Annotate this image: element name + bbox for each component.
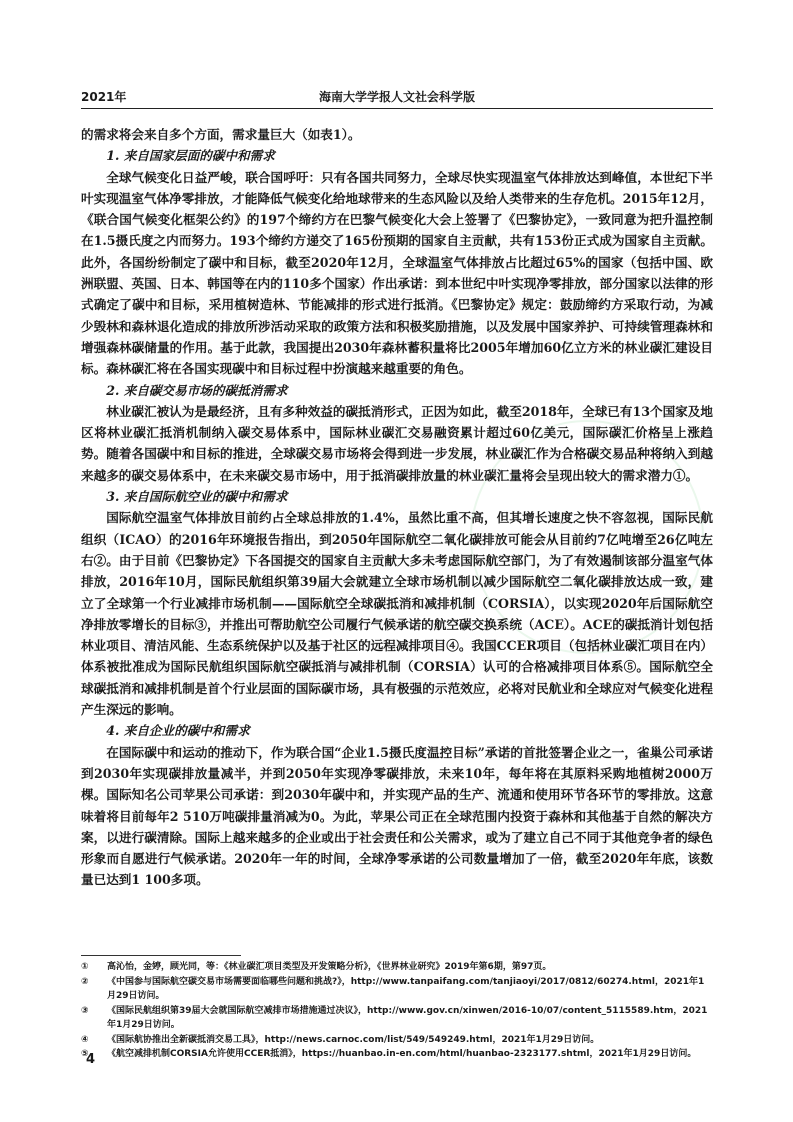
footnote-item: [81, 975, 713, 1004]
footnote-text: 《航空减排机制CORSIA允许使用CCER抵消》，https://huanbao.in-en.com/html/huanbao-2323177.shtml，2021年1月29日访问。: [107, 1049, 697, 1059]
paragraph-enterprise: 在国际碳中和运动的推动下，作为联合国“企业1.5摄氏度温控目标”承诺的首批签署企业之一，雀巢公司承诺到2030年实现碳排放量减半，并到2050年实现净零碳排放，未来10年，每年将在其原料采购地植树2000万棵。国际知名公司苹果公司承诺：到2030年碳中和，并实现产品的生产、流通和使用环节各环节的零排放。这意味着将目前每年2 510万吨碳排量消减为0。为此，苹果公司正在全球范围内投资于森林和其他基于自然的解决方案，以进行碳清除。国际上越来越多的企业或出于社会责任和公关需求，或为了建立自己不同于其他竞争者的绿色形象而自愿进行气候承诺。2020年一年的时间，全球净零承诺的公司数量增加了一倍，截至2020年年底，该数量已达到1 100多项。: [81, 744, 713, 888]
running-header: [81, 88, 713, 106]
footnote-item: [81, 1047, 713, 1062]
section-heading-enterprise: 4. 来自企业的碳中和需求: [106, 723, 250, 739]
article-body: [81, 124, 713, 891]
header-year: 2021年: [81, 90, 127, 104]
section-heading-national: 1. 来自国家层面的碳中和需求: [106, 148, 275, 164]
footnote-mark: ④: [81, 1034, 89, 1045]
footnote-text: 《中国参与国际航空碳交易市场需要面临哪些问题和挑战?》，http://www.tanpaifang.com/tanjiaoyi/2017/0812/60274.html，2021年1月29日访问。: [107, 976, 705, 1001]
paragraph-intro: 的需求将会来自多个方面，需求量巨大（如表1）。: [81, 127, 361, 142]
footnote-mark: ①: [81, 962, 89, 972]
paragraph-carbon-market: 林业碳汇被认为是最经济，且有多种效益的碳抵消形式，正因为如此，截至2018年，全球已有13个国家及地区将林业碳汇抵消机制纳入碳交易体系中，国际林业碳汇交易融资累计超过60亿美元，国际碳汇价格呈上涨趋势。随着各国碳中和目标的推进，全球碳交易市场将会得到进一步发展，林业碳汇作为合格碳交易品种将纳入到越来越多的碳交易体系中，在未来碳交易市场中，用于抵消碳排放量的林业碳汇量将会呈现出较大的需求潜力①。: [81, 403, 713, 483]
paragraph-national: 全球气候变化日益严峻，联合国呼吁：只有各国共同努力，全球尽快实现温室气体排放达到峰值，本世纪下半叶实现温室气体净零排放，才能降低气候变化给地球带来的生态风险以及给人类带来的生存危机。2015年12月，《联合国气候变化框架公约》的197个缔约方在巴黎气候变化大会上签署了《巴黎协定》，一致同意为把升温控制在1.5摄氏度之内而努力。193个缔约方递交了165份预期的国家自主贡献，共有153份正式成为国家自主贡献。此外，各国纷纷制定了碳中和目标，截至2020年12月，全球温室气体排放占比超过65%的国家（包括中国、欧洲联盟、英国、日本、韩国等在内的110多个国家）作出承诺：到本世纪中叶实现净零排放，部分国家以法律的形式确定了碳中和目标，采用植树造林、节能减排的形式进行抵消。《巴黎协定》规定：鼓励缔约方采取行动，为减少毁林和森林退化造成的排放所涉活动采取的政策方法和积极奖励措施，以及发展中国家养护、可持续管理森林和增强森林碳储量的作用。基于此款，我国提出2030年森林蓄积量将比2005年增加60亿立方米的林业碳汇建设目标。森林碳汇将在各国实现碳中和目标过程中扮演越来越重要的角色。: [81, 169, 713, 377]
page-number: 4: [86, 1052, 96, 1067]
footnote-mark: ⑤: [81, 1049, 89, 1059]
header-journal-title: 海南大学学报人文社会科学版: [318, 90, 475, 104]
footnote-divider: [81, 955, 241, 956]
section-heading-carbon-market: 2. 来自碳交易市场的碳抵消需求: [106, 382, 288, 398]
paragraph-aviation: 国际航空温室气体排放目前约占全球总排放的1.4%，虽然比重不高，但其增长速度之快不容忽视，国际民航组织（ICAO）的2016年环境报告指出，到2050年国际航空二氧化碳排放可能会从目前约7亿吨增至26亿吨左右②。由于目前《巴黎协定》下各国提交的国家自主贡献大多未考虑国际航空部门，为了有效遏制该部分温室气体排放，2016年10月，国际民航组织第39届大会就建立全球市场机制以减少国际航空二氧化碳排放达成一致，建立了全球第一个行业减排市场机制——国际航空全球碳抵消和减排机制（CORSIA），以实现2020年后国际航空净排放零增长的目标③，并推出可帮助航空公司履行气候承诺的航空碳交换系统（ACE）。ACE的碳抵消计划包括林业项目、清洁风能、生态系统保护以及基于社区的远程减排项目④。我国CCER项目（包括林业碳汇项目在内）体系被批准成为国际民航组织国际航空碳抵消与减排机制（CORSIA）认可的合格减排项目体系⑤。国际航空全球碳抵消和减排机制是首个行业层面的国际碳市场，具有极强的示范效应，必将对民航业和全球应对气候变化进程产生深远的影响。: [81, 510, 714, 718]
footnote-mark: ③: [81, 1005, 89, 1016]
header-divider: [81, 108, 713, 109]
footnote-text: 《国际航协推出全新碳抵消交易工具》，http://news.carnoc.com/list/549/549249.html，2021年1月29日访问。: [107, 1034, 600, 1045]
footnote-text: 《国际民航组织第39届大会就国际航空减排市场措施通过决议》，http://www.gov.cn/xinwen/2016-10/07/content_5115589.htm，2021年1月29日访问。: [107, 1005, 708, 1030]
footnote-item: [81, 1004, 713, 1033]
footnote-item: [81, 960, 713, 975]
footnote-item: [81, 1033, 713, 1048]
footnote-text: 高沁怡，金婷，顾光同，等：《林业碳汇项目类型及开发策略分析》，《世界林业研究》2019年第6期，第97页。: [107, 962, 552, 972]
footnote-mark: ②: [81, 976, 89, 987]
footnotes: [81, 960, 713, 1062]
section-heading-aviation: 3. 来自国际航空业的碳中和需求: [106, 489, 288, 505]
